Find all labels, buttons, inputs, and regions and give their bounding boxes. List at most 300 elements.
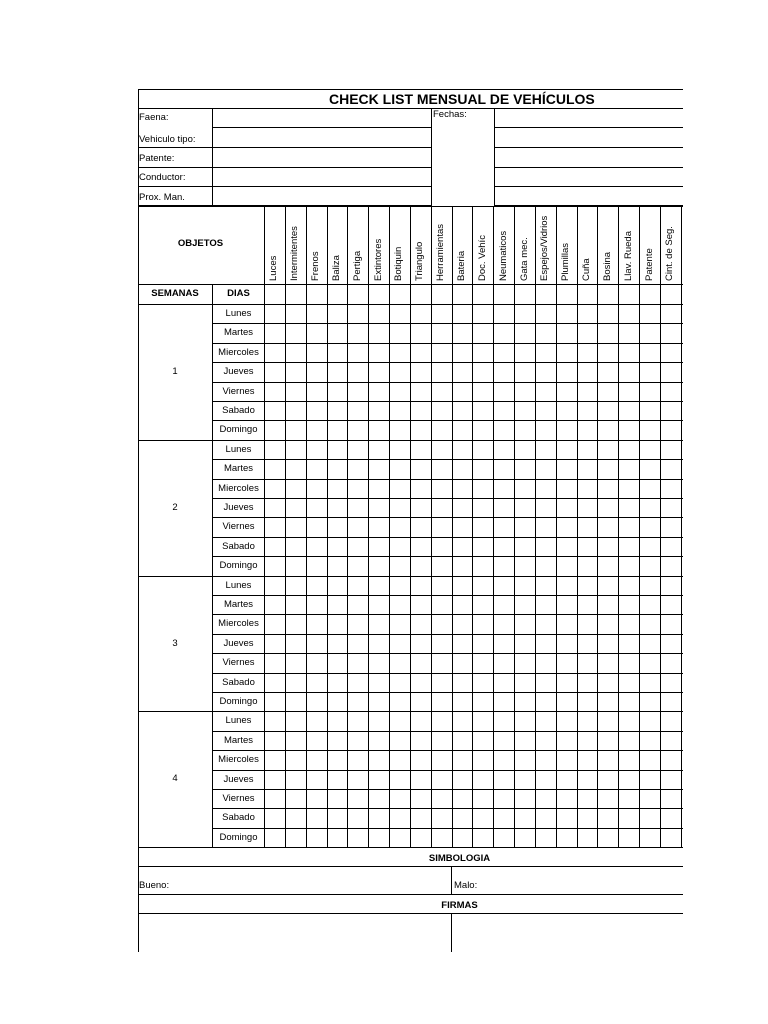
- check-cell[interactable]: [369, 790, 389, 808]
- check-cell[interactable]: [536, 344, 556, 362]
- check-cell[interactable]: [473, 421, 493, 440]
- check-cell[interactable]: [328, 383, 347, 401]
- check-cell[interactable]: [598, 751, 618, 770]
- check-cell[interactable]: [348, 518, 368, 537]
- check-cell[interactable]: [536, 441, 556, 459]
- check-cell[interactable]: [578, 518, 597, 537]
- check-cell[interactable]: [390, 771, 410, 789]
- check-cell[interactable]: [619, 615, 639, 634]
- check-cell[interactable]: [619, 829, 639, 847]
- check-cell[interactable]: [328, 635, 347, 653]
- check-cell[interactable]: [265, 732, 285, 750]
- check-cell[interactable]: [369, 460, 389, 479]
- check-cell[interactable]: [411, 577, 431, 595]
- check-cell[interactable]: [348, 693, 368, 711]
- check-cell[interactable]: [494, 518, 514, 537]
- check-cell[interactable]: [411, 324, 431, 343]
- check-cell[interactable]: [640, 363, 660, 382]
- check-cell[interactable]: [265, 441, 285, 459]
- check-cell[interactable]: [557, 809, 577, 828]
- check-cell[interactable]: [598, 577, 618, 595]
- check-cell[interactable]: [307, 363, 327, 382]
- check-cell[interactable]: [557, 421, 577, 440]
- check-cell[interactable]: [640, 324, 660, 343]
- check-cell[interactable]: [348, 480, 368, 498]
- check-cell[interactable]: [515, 693, 535, 711]
- check-cell[interactable]: [515, 635, 535, 653]
- check-cell[interactable]: [598, 460, 618, 479]
- check-cell[interactable]: [432, 654, 452, 673]
- check-cell[interactable]: [494, 480, 514, 498]
- check-cell[interactable]: [598, 344, 618, 362]
- check-cell[interactable]: [640, 305, 660, 323]
- check-cell[interactable]: [369, 344, 389, 362]
- check-cell[interactable]: [265, 829, 285, 847]
- check-cell[interactable]: [661, 712, 681, 731]
- check-cell[interactable]: [348, 344, 368, 362]
- check-cell[interactable]: [536, 363, 556, 382]
- check-cell[interactable]: [557, 324, 577, 343]
- check-cell[interactable]: [661, 732, 681, 750]
- check-cell[interactable]: [640, 499, 660, 517]
- check-cell[interactable]: [411, 383, 431, 401]
- check-cell[interactable]: [307, 499, 327, 517]
- check-cell[interactable]: [411, 538, 431, 556]
- check-cell[interactable]: [494, 771, 514, 789]
- check-cell[interactable]: [307, 771, 327, 789]
- check-cell[interactable]: [557, 615, 577, 634]
- check-cell[interactable]: [390, 712, 410, 731]
- check-cell[interactable]: [494, 577, 514, 595]
- check-cell[interactable]: [369, 402, 389, 420]
- check-cell[interactable]: [286, 809, 306, 828]
- check-cell[interactable]: [286, 771, 306, 789]
- check-cell[interactable]: [432, 577, 452, 595]
- prox-man-field[interactable]: [213, 187, 431, 205]
- check-cell[interactable]: [619, 790, 639, 808]
- check-cell[interactable]: [369, 829, 389, 847]
- check-cell[interactable]: [661, 344, 681, 362]
- check-cell[interactable]: [473, 577, 493, 595]
- check-cell[interactable]: [640, 771, 660, 789]
- check-cell[interactable]: [369, 732, 389, 750]
- check-cell[interactable]: [598, 732, 618, 750]
- check-cell[interactable]: [640, 538, 660, 556]
- check-cell[interactable]: [536, 693, 556, 711]
- check-cell[interactable]: [411, 771, 431, 789]
- check-cell[interactable]: [411, 712, 431, 731]
- check-cell[interactable]: [661, 577, 681, 595]
- check-cell[interactable]: [411, 790, 431, 808]
- check-cell[interactable]: [328, 421, 347, 440]
- check-cell[interactable]: [598, 518, 618, 537]
- check-cell[interactable]: [328, 518, 347, 537]
- check-cell[interactable]: [536, 751, 556, 770]
- check-cell[interactable]: [307, 402, 327, 420]
- check-cell[interactable]: [578, 596, 597, 614]
- check-cell[interactable]: [473, 693, 493, 711]
- check-cell[interactable]: [619, 712, 639, 731]
- check-cell[interactable]: [494, 712, 514, 731]
- check-cell[interactable]: [661, 499, 681, 517]
- check-cell[interactable]: [453, 829, 472, 847]
- bueno-field[interactable]: [178, 867, 451, 893]
- check-cell[interactable]: [348, 577, 368, 595]
- check-cell[interactable]: [578, 538, 597, 556]
- check-cell[interactable]: [411, 480, 431, 498]
- check-cell[interactable]: [473, 654, 493, 673]
- check-cell[interactable]: [432, 557, 452, 576]
- check-cell[interactable]: [328, 829, 347, 847]
- check-cell[interactable]: [515, 829, 535, 847]
- check-cell[interactable]: [265, 480, 285, 498]
- check-cell[interactable]: [473, 635, 493, 653]
- check-cell[interactable]: [453, 577, 472, 595]
- check-cell[interactable]: [473, 383, 493, 401]
- check-cell[interactable]: [265, 305, 285, 323]
- check-cell[interactable]: [453, 305, 472, 323]
- check-cell[interactable]: [536, 518, 556, 537]
- check-cell[interactable]: [473, 809, 493, 828]
- check-cell[interactable]: [473, 441, 493, 459]
- check-cell[interactable]: [494, 441, 514, 459]
- check-cell[interactable]: [661, 518, 681, 537]
- check-cell[interactable]: [598, 305, 618, 323]
- check-cell[interactable]: [515, 421, 535, 440]
- check-cell[interactable]: [473, 829, 493, 847]
- check-cell[interactable]: [307, 441, 327, 459]
- check-cell[interactable]: [619, 441, 639, 459]
- check-cell[interactable]: [619, 674, 639, 692]
- check-cell[interactable]: [578, 324, 597, 343]
- check-cell[interactable]: [307, 635, 327, 653]
- check-cell[interactable]: [265, 809, 285, 828]
- check-cell[interactable]: [307, 615, 327, 634]
- check-cell[interactable]: [390, 751, 410, 770]
- check-cell[interactable]: [286, 577, 306, 595]
- check-cell[interactable]: [494, 499, 514, 517]
- check-cell[interactable]: [453, 654, 472, 673]
- check-cell[interactable]: [453, 693, 472, 711]
- check-cell[interactable]: [515, 383, 535, 401]
- check-cell[interactable]: [265, 615, 285, 634]
- check-cell[interactable]: [328, 771, 347, 789]
- check-cell[interactable]: [453, 402, 472, 420]
- check-cell[interactable]: [515, 771, 535, 789]
- check-cell[interactable]: [348, 732, 368, 750]
- check-cell[interactable]: [598, 615, 618, 634]
- check-cell[interactable]: [286, 790, 306, 808]
- check-cell[interactable]: [369, 712, 389, 731]
- check-cell[interactable]: [473, 363, 493, 382]
- check-cell[interactable]: [598, 499, 618, 517]
- check-cell[interactable]: [348, 790, 368, 808]
- check-cell[interactable]: [578, 363, 597, 382]
- conductor-field[interactable]: [213, 168, 431, 186]
- check-cell[interactable]: [473, 790, 493, 808]
- check-cell[interactable]: [432, 809, 452, 828]
- check-cell[interactable]: [515, 577, 535, 595]
- check-cell[interactable]: [307, 790, 327, 808]
- check-cell[interactable]: [494, 596, 514, 614]
- check-cell[interactable]: [307, 829, 327, 847]
- check-cell[interactable]: [432, 615, 452, 634]
- check-cell[interactable]: [307, 693, 327, 711]
- check-cell[interactable]: [369, 518, 389, 537]
- check-cell[interactable]: [369, 383, 389, 401]
- check-cell[interactable]: [390, 829, 410, 847]
- check-cell[interactable]: [640, 596, 660, 614]
- check-cell[interactable]: [494, 615, 514, 634]
- check-cell[interactable]: [369, 751, 389, 770]
- vehiculo-tipo-field[interactable]: [213, 128, 431, 147]
- check-cell[interactable]: [619, 538, 639, 556]
- check-cell[interactable]: [432, 751, 452, 770]
- check-cell[interactable]: [473, 460, 493, 479]
- check-cell[interactable]: [515, 324, 535, 343]
- check-cell[interactable]: [411, 305, 431, 323]
- check-cell[interactable]: [494, 460, 514, 479]
- check-cell[interactable]: [328, 402, 347, 420]
- check-cell[interactable]: [661, 751, 681, 770]
- check-cell[interactable]: [348, 751, 368, 770]
- check-cell[interactable]: [328, 809, 347, 828]
- check-cell[interactable]: [619, 363, 639, 382]
- check-cell[interactable]: [369, 693, 389, 711]
- check-cell[interactable]: [557, 829, 577, 847]
- check-cell[interactable]: [473, 344, 493, 362]
- check-cell[interactable]: [348, 674, 368, 692]
- check-cell[interactable]: [390, 305, 410, 323]
- check-cell[interactable]: [494, 732, 514, 750]
- check-cell[interactable]: [557, 402, 577, 420]
- check-cell[interactable]: [661, 441, 681, 459]
- check-cell[interactable]: [432, 305, 452, 323]
- check-cell[interactable]: [286, 499, 306, 517]
- check-cell[interactable]: [432, 460, 452, 479]
- check-cell[interactable]: [328, 344, 347, 362]
- check-cell[interactable]: [307, 344, 327, 362]
- check-cell[interactable]: [328, 790, 347, 808]
- check-cell[interactable]: [432, 693, 452, 711]
- check-cell[interactable]: [494, 654, 514, 673]
- check-cell[interactable]: [578, 460, 597, 479]
- check-cell[interactable]: [640, 383, 660, 401]
- check-cell[interactable]: [390, 480, 410, 498]
- check-cell[interactable]: [432, 635, 452, 653]
- check-cell[interactable]: [411, 654, 431, 673]
- check-cell[interactable]: [557, 460, 577, 479]
- check-cell[interactable]: [390, 324, 410, 343]
- check-cell[interactable]: [369, 577, 389, 595]
- check-cell[interactable]: [390, 363, 410, 382]
- check-cell[interactable]: [348, 324, 368, 343]
- check-cell[interactable]: [328, 538, 347, 556]
- check-cell[interactable]: [411, 732, 431, 750]
- check-cell[interactable]: [390, 577, 410, 595]
- check-cell[interactable]: [307, 383, 327, 401]
- check-cell[interactable]: [619, 577, 639, 595]
- check-cell[interactable]: [411, 596, 431, 614]
- check-cell[interactable]: [515, 596, 535, 614]
- check-cell[interactable]: [348, 421, 368, 440]
- check-cell[interactable]: [598, 480, 618, 498]
- check-cell[interactable]: [661, 674, 681, 692]
- check-cell[interactable]: [286, 615, 306, 634]
- check-cell[interactable]: [661, 829, 681, 847]
- check-cell[interactable]: [286, 324, 306, 343]
- check-cell[interactable]: [390, 790, 410, 808]
- check-cell[interactable]: [411, 441, 431, 459]
- check-cell[interactable]: [286, 421, 306, 440]
- check-cell[interactable]: [348, 829, 368, 847]
- check-cell[interactable]: [598, 557, 618, 576]
- check-cell[interactable]: [494, 809, 514, 828]
- check-cell[interactable]: [598, 829, 618, 847]
- check-cell[interactable]: [453, 809, 472, 828]
- check-cell[interactable]: [640, 421, 660, 440]
- check-cell[interactable]: [411, 344, 431, 362]
- check-cell[interactable]: [578, 344, 597, 362]
- check-cell[interactable]: [369, 499, 389, 517]
- check-cell[interactable]: [578, 809, 597, 828]
- check-cell[interactable]: [557, 654, 577, 673]
- check-cell[interactable]: [432, 402, 452, 420]
- check-cell[interactable]: [578, 674, 597, 692]
- check-cell[interactable]: [619, 557, 639, 576]
- check-cell[interactable]: [473, 751, 493, 770]
- check-cell[interactable]: [494, 557, 514, 576]
- check-cell[interactable]: [328, 324, 347, 343]
- check-cell[interactable]: [411, 635, 431, 653]
- check-cell[interactable]: [286, 402, 306, 420]
- check-cell[interactable]: [515, 809, 535, 828]
- check-cell[interactable]: [578, 577, 597, 595]
- check-cell[interactable]: [390, 402, 410, 420]
- check-cell[interactable]: [473, 305, 493, 323]
- check-cell[interactable]: [265, 557, 285, 576]
- check-cell[interactable]: [598, 383, 618, 401]
- check-cell[interactable]: [411, 829, 431, 847]
- check-cell[interactable]: [494, 751, 514, 770]
- check-cell[interactable]: [328, 557, 347, 576]
- check-cell[interactable]: [578, 402, 597, 420]
- check-cell[interactable]: [411, 421, 431, 440]
- check-cell[interactable]: [390, 596, 410, 614]
- check-cell[interactable]: [515, 732, 535, 750]
- check-cell[interactable]: [640, 518, 660, 537]
- check-cell[interactable]: [390, 654, 410, 673]
- check-cell[interactable]: [598, 324, 618, 343]
- check-cell[interactable]: [369, 421, 389, 440]
- check-cell[interactable]: [453, 460, 472, 479]
- check-cell[interactable]: [515, 305, 535, 323]
- check-cell[interactable]: [557, 344, 577, 362]
- check-cell[interactable]: [328, 596, 347, 614]
- check-cell[interactable]: [619, 771, 639, 789]
- check-cell[interactable]: [536, 674, 556, 692]
- check-cell[interactable]: [536, 654, 556, 673]
- check-cell[interactable]: [473, 771, 493, 789]
- check-cell[interactable]: [286, 654, 306, 673]
- check-cell[interactable]: [453, 499, 472, 517]
- check-cell[interactable]: [536, 577, 556, 595]
- check-cell[interactable]: [348, 538, 368, 556]
- check-cell[interactable]: [328, 674, 347, 692]
- check-cell[interactable]: [286, 344, 306, 362]
- check-cell[interactable]: [453, 324, 472, 343]
- check-cell[interactable]: [411, 809, 431, 828]
- check-cell[interactable]: [328, 441, 347, 459]
- check-cell[interactable]: [515, 751, 535, 770]
- check-cell[interactable]: [328, 499, 347, 517]
- check-cell[interactable]: [619, 518, 639, 537]
- check-cell[interactable]: [390, 499, 410, 517]
- check-cell[interactable]: [598, 363, 618, 382]
- check-cell[interactable]: [390, 615, 410, 634]
- check-cell[interactable]: [328, 712, 347, 731]
- check-cell[interactable]: [598, 654, 618, 673]
- check-cell[interactable]: [432, 441, 452, 459]
- check-cell[interactable]: [307, 751, 327, 770]
- check-cell[interactable]: [640, 732, 660, 750]
- check-cell[interactable]: [286, 557, 306, 576]
- check-cell[interactable]: [494, 693, 514, 711]
- check-cell[interactable]: [411, 499, 431, 517]
- check-cell[interactable]: [640, 460, 660, 479]
- check-cell[interactable]: [348, 402, 368, 420]
- check-cell[interactable]: [307, 538, 327, 556]
- check-cell[interactable]: [369, 441, 389, 459]
- check-cell[interactable]: [411, 615, 431, 634]
- check-cell[interactable]: [348, 635, 368, 653]
- check-cell[interactable]: [432, 596, 452, 614]
- check-cell[interactable]: [640, 829, 660, 847]
- check-cell[interactable]: [557, 771, 577, 789]
- check-cell[interactable]: [411, 363, 431, 382]
- check-cell[interactable]: [390, 460, 410, 479]
- patente-field[interactable]: [213, 148, 431, 167]
- check-cell[interactable]: [307, 324, 327, 343]
- check-cell[interactable]: [328, 480, 347, 498]
- check-cell[interactable]: [348, 712, 368, 731]
- check-cell[interactable]: [328, 732, 347, 750]
- check-cell[interactable]: [515, 654, 535, 673]
- check-cell[interactable]: [390, 674, 410, 692]
- check-cell[interactable]: [494, 324, 514, 343]
- check-cell[interactable]: [515, 460, 535, 479]
- check-cell[interactable]: [536, 809, 556, 828]
- check-cell[interactable]: [536, 596, 556, 614]
- check-cell[interactable]: [494, 829, 514, 847]
- check-cell[interactable]: [661, 654, 681, 673]
- check-cell[interactable]: [307, 809, 327, 828]
- check-cell[interactable]: [578, 615, 597, 634]
- check-cell[interactable]: [598, 635, 618, 653]
- check-cell[interactable]: [515, 402, 535, 420]
- check-cell[interactable]: [453, 518, 472, 537]
- check-cell[interactable]: [265, 771, 285, 789]
- check-cell[interactable]: [390, 538, 410, 556]
- check-cell[interactable]: [661, 402, 681, 420]
- check-cell[interactable]: [265, 518, 285, 537]
- check-cell[interactable]: [557, 712, 577, 731]
- check-cell[interactable]: [536, 771, 556, 789]
- check-cell[interactable]: [661, 363, 681, 382]
- check-cell[interactable]: [515, 499, 535, 517]
- check-cell[interactable]: [286, 363, 306, 382]
- check-cell[interactable]: [515, 441, 535, 459]
